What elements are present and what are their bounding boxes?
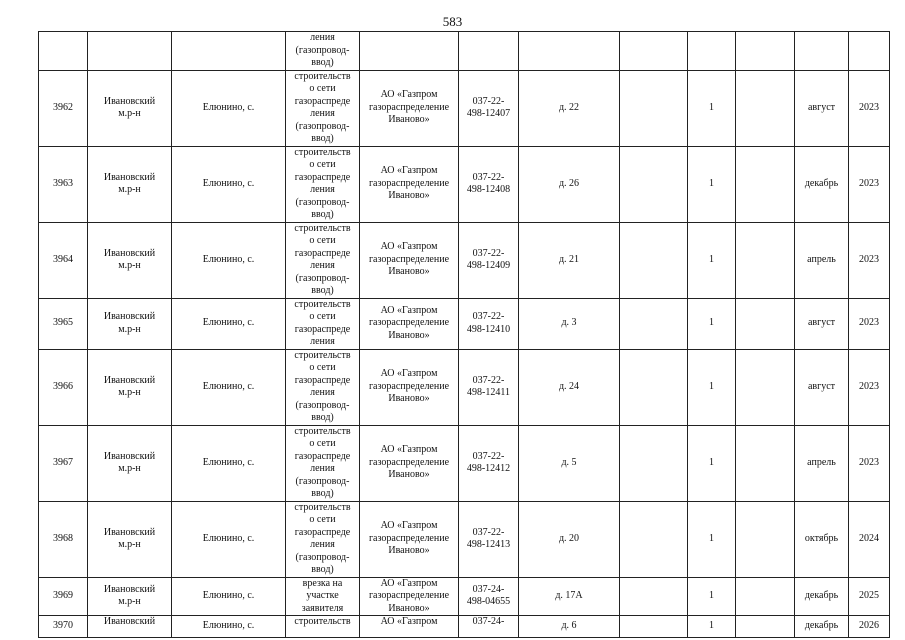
year-cell: 2023 (849, 349, 890, 425)
quantity-cell: 1 (688, 146, 736, 222)
empty-cell (736, 70, 795, 146)
settlement-cell: Елюнино, с. (172, 501, 286, 577)
row-number-cell: 3968 (39, 501, 88, 577)
organization-cell: АО «Газпром газораспределение Иваново» (360, 70, 459, 146)
empty-cell (620, 70, 688, 146)
month-cell: август (795, 298, 849, 349)
district-cell: Ивановский м.р-н (88, 425, 172, 501)
year-cell: 2026 (849, 616, 890, 638)
empty-cell (620, 349, 688, 425)
settlement-cell: Елюнино, с. (172, 298, 286, 349)
house-cell: д. 5 (519, 425, 620, 501)
purpose-cell: строительств о сети газораспреде ления (газопровод- ввод) (286, 146, 360, 222)
table-row (39, 425, 890, 501)
purpose-cell: строительств о сети газораспреде ления (286, 298, 360, 349)
row-number-cell: 3965 (39, 298, 88, 349)
settlement-cell: Елюнино, с. (172, 222, 286, 298)
code-cell: 037-22- 498-12408 (459, 146, 519, 222)
month-cell: декабрь (795, 577, 849, 616)
table-row (39, 70, 890, 146)
house-cell: д. 20 (519, 501, 620, 577)
code-cell: 037-22- 498-12407 (459, 70, 519, 146)
data-table (38, 31, 890, 638)
code-cell: 037-22- 498-12413 (459, 501, 519, 577)
house-cell: д. 22 (519, 70, 620, 146)
row-number-cell: 3969 (39, 577, 88, 616)
organization-cell: АО «Газпром газораспределение Иваново» (360, 501, 459, 577)
empty-cell (620, 501, 688, 577)
house-cell: д. 26 (519, 146, 620, 222)
district-cell: Ивановский м.р-н (88, 501, 172, 577)
table-row (39, 298, 890, 349)
row-number-cell: 3963 (39, 146, 88, 222)
purpose-cell: строительств (286, 616, 360, 638)
organization-cell: АО «Газпром газораспределение Иваново» (360, 298, 459, 349)
empty-cell (620, 616, 688, 638)
code-cell: 037-22- 498-12412 (459, 425, 519, 501)
month-cell: апрель (795, 425, 849, 501)
month-cell: август (795, 349, 849, 425)
organization-cell: АО «Газпром газораспределение Иваново» (360, 349, 459, 425)
quantity-cell: 1 (688, 298, 736, 349)
code-cell: 037-22- 498-12409 (459, 222, 519, 298)
empty-cell (736, 146, 795, 222)
table-row (39, 222, 890, 298)
empty-cell (736, 577, 795, 616)
quantity-cell: 1 (688, 577, 736, 616)
quantity-cell: 1 (688, 616, 736, 638)
table-row (39, 146, 890, 222)
empty-cell (620, 577, 688, 616)
settlement-cell: Елюнино, с. (172, 425, 286, 501)
year-cell: 2025 (849, 577, 890, 616)
empty-cell (736, 298, 795, 349)
house-cell: д. 24 (519, 349, 620, 425)
purpose-cell: ления (газопровод- ввод) (286, 32, 360, 71)
table-row (39, 577, 890, 616)
house-cell: д. 21 (519, 222, 620, 298)
table-row (39, 501, 890, 577)
purpose-cell: строительств о сети газораспреде ления (газопровод- ввод) (286, 222, 360, 298)
month-cell: апрель (795, 222, 849, 298)
year-cell: 2023 (849, 222, 890, 298)
house-cell: д. 6 (519, 616, 620, 638)
purpose-cell: строительств о сети газораспреде ления (газопровод- ввод) (286, 70, 360, 146)
settlement-cell: Елюнино, с. (172, 70, 286, 146)
district-cell: Ивановский (88, 616, 172, 638)
empty-cell (736, 616, 795, 638)
code-cell: 037-22- 498-12411 (459, 349, 519, 425)
page-number: 583 (442, 14, 463, 29)
year-cell: 2023 (849, 298, 890, 349)
row-number-cell: 3970 (39, 616, 88, 638)
organization-cell: АО «Газпром (360, 616, 459, 638)
row-number-cell: 3967 (39, 425, 88, 501)
quantity-cell: 1 (688, 222, 736, 298)
empty-cell (736, 222, 795, 298)
purpose-cell: строительств о сети газораспреде ления (газопровод- ввод) (286, 349, 360, 425)
year-cell: 2023 (849, 425, 890, 501)
settlement-cell: Елюнино, с. (172, 616, 286, 638)
district-cell: Ивановский м.р-н (88, 146, 172, 222)
purpose-cell: врезка на участке заявителя (286, 577, 360, 616)
organization-cell: АО «Газпром газораспределение Иваново» (360, 222, 459, 298)
code-cell: 037-24- 498-04655 (459, 577, 519, 616)
quantity-cell: 1 (688, 501, 736, 577)
district-cell: Ивановский м.р-н (88, 577, 172, 616)
month-cell: август (795, 70, 849, 146)
empty-cell (620, 425, 688, 501)
organization-cell: АО «Газпром газораспределение Иваново» (360, 146, 459, 222)
year-cell: 2023 (849, 70, 890, 146)
empty-cell (736, 349, 795, 425)
quantity-cell: 1 (688, 70, 736, 146)
quantity-cell: 1 (688, 425, 736, 501)
table-row-continued (39, 32, 890, 71)
quantity-cell: 1 (688, 349, 736, 425)
month-cell: декабрь (795, 146, 849, 222)
empty-cell (620, 298, 688, 349)
table-row (39, 349, 890, 425)
year-cell: 2024 (849, 501, 890, 577)
empty-cell (736, 501, 795, 577)
settlement-cell: Елюнино, с. (172, 349, 286, 425)
empty-cell (736, 425, 795, 501)
house-cell: д. 17А (519, 577, 620, 616)
organization-cell: АО «Газпром газораспределение Иваново» (360, 577, 459, 616)
empty-cell (620, 222, 688, 298)
row-number-cell: 3964 (39, 222, 88, 298)
code-cell: 037-24- (459, 616, 519, 638)
month-cell: октябрь (795, 501, 849, 577)
year-cell: 2023 (849, 146, 890, 222)
settlement-cell: Елюнино, с. (172, 146, 286, 222)
row-number-cell: 3966 (39, 349, 88, 425)
house-cell: д. 3 (519, 298, 620, 349)
row-number-cell: 3962 (39, 70, 88, 146)
district-cell: Ивановский м.р-н (88, 298, 172, 349)
empty-cell (620, 146, 688, 222)
purpose-cell: строительств о сети газораспреде ления (газопровод- ввод) (286, 501, 360, 577)
month-cell: декабрь (795, 616, 849, 638)
table-row (39, 616, 890, 638)
settlement-cell: Елюнино, с. (172, 577, 286, 616)
code-cell: 037-22- 498-12410 (459, 298, 519, 349)
district-cell: Ивановский м.р-н (88, 349, 172, 425)
district-cell: Ивановский м.р-н (88, 70, 172, 146)
purpose-cell: строительств о сети газораспреде ления (газопровод- ввод) (286, 425, 360, 501)
district-cell: Ивановский м.р-н (88, 222, 172, 298)
organization-cell: АО «Газпром газораспределение Иваново» (360, 425, 459, 501)
